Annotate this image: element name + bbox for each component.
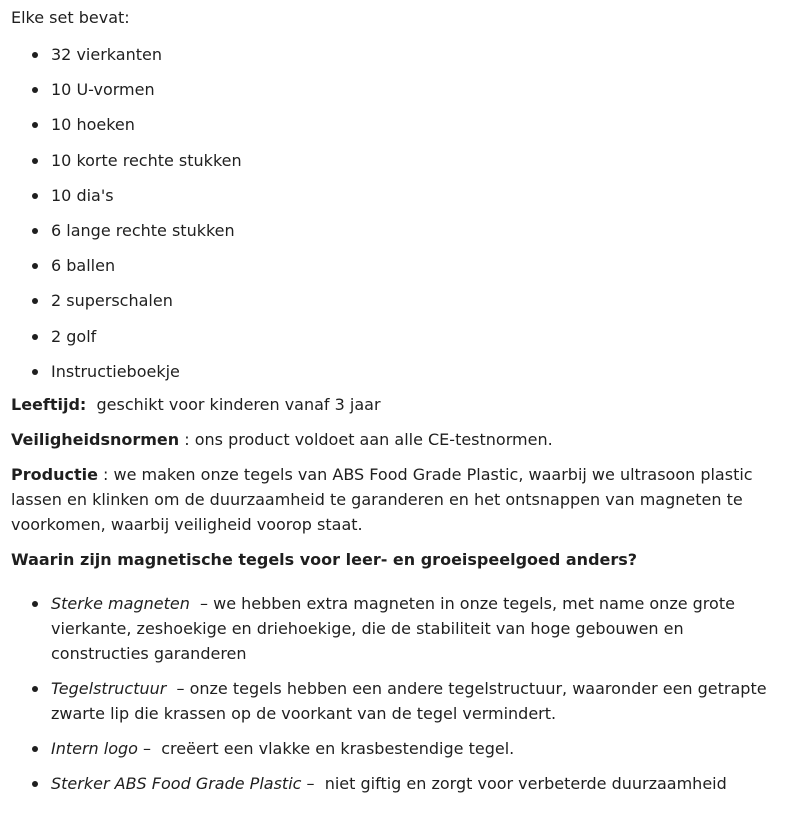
difference-heading: Waarin zijn magnetische tegels voor leer- en groeispeelgoed anders? <box>11 549 638 569</box>
product-description <box>11 5 781 806</box>
production-info <box>11 462 781 537</box>
list-item: 10 U-vormen <box>11 77 781 102</box>
list-item: 2 superschalen <box>11 288 781 313</box>
set-contents-list <box>11 42 781 384</box>
age-text: geschikt voor kinderen vanaf 3 jaar <box>86 394 381 414</box>
feature-text: – creëert een vlakke en krasbestendige tegel. <box>137 738 515 758</box>
features-list <box>11 591 781 796</box>
list-item: 6 ballen <box>11 253 781 278</box>
list-item: Instructieboekje <box>11 359 781 384</box>
list-item: 10 korte rechte stukken <box>11 148 781 173</box>
feature-text: – onze tegels hebben een andere tegelstructuur, waaronder een getrapte zwarte lip die krassen op de voorkant van de tegel vermindert. <box>51 678 772 723</box>
age-info <box>11 392 781 417</box>
production-text: : we maken onze tegels van ABS Food Grade Plastic, waarbij we ultrasoon plastic lassen en klinken om de duurzaamheid te garanderen en het ontsnappen van magneten te voorkomen, waarbij veiligheid voorop staat. <box>11 464 753 534</box>
feature-term: Tegelstructuur <box>51 678 167 698</box>
feature-text: – we hebben extra magneten in onze tegels, met name onze grote vierkante, zeshoekige en driehoekige, die de stabiliteit van hoge gebouwen en constructies garanderen <box>51 593 741 663</box>
list-item: 32 vierkanten <box>11 42 781 67</box>
feature-term: Sterke magneten <box>51 593 190 613</box>
feature-term: Sterker ABS Food Grade Plastic <box>51 773 302 793</box>
list-item: 6 lange rechte stukken <box>11 218 781 243</box>
list-item <box>11 591 781 666</box>
safety-text: : ons product voldoet aan alle CE-testnormen. <box>179 429 553 449</box>
list-item <box>11 736 781 761</box>
list-item: 10 dia's <box>11 183 781 208</box>
feature-term: Intern logo <box>51 738 138 758</box>
list-item <box>11 771 781 796</box>
safety-info <box>11 427 781 452</box>
list-item <box>11 676 781 726</box>
list-item: 10 hoeken <box>11 112 781 137</box>
age-label: Leeftijd: <box>11 394 87 414</box>
list-item: 2 golf <box>11 324 781 349</box>
production-label: Productie <box>11 464 98 484</box>
feature-text: – niet giftig en zorgt voor verbeterde duurzaamheid <box>301 773 727 793</box>
set-contents-intro: Elke set bevat: <box>11 8 130 27</box>
safety-label: Veiligheidsnormen <box>11 429 180 449</box>
